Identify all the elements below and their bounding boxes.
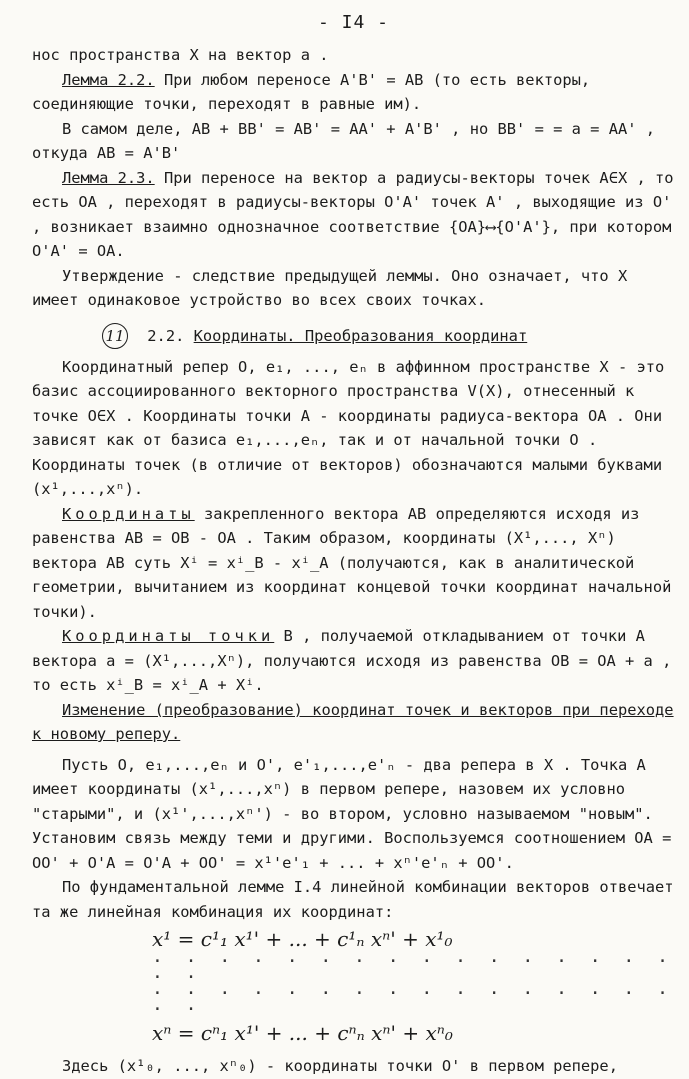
proof-paragraph: В самом деле, AB + BB' = AB' = AA' + A'B' , но BB' = = a = AA' , откуда AB = A'B' [32, 119, 656, 162]
let-paragraph: Пусть O, e₁,...,eₙ и O', e'₁,...,e'ₙ - два репера в X . Точка A имеет координаты (x¹,...,xⁿ) в первом репере, назовем их условно "старыми", и (x¹',...,xⁿ') - во втором, условно называемом "новым". Установим связь между теми и другими. Воспользуемся соотношением OA = OO' + O'A = O'A + OO' = x¹'e'₁ + ... + xⁿ'e'ₙ + OO'. [32, 755, 672, 872]
lemma-2-2-text: При любом переносе A'B' = AB (то есть векторы, соединяющие точки, переходят в равные им). [32, 70, 591, 113]
section-title: Координаты. Преобразования координат [193, 326, 528, 345]
lemma-2-2 [32, 68, 675, 117]
fixed-vector-text: закрепленного вектора AB определяются исходя из равенства AB = OB - OA . Таким образом, координаты (X¹,..., Xⁿ) вектора AB суть Xⁱ = xⁱ_B - xⁱ_A (получаются, как в аналитической геометрии, вычитанием из координат концевой точки координат начальной точки). [32, 504, 672, 621]
point-coords-paragraph [32, 624, 675, 698]
equation-last: xⁿ = cⁿ₁ x¹' + ... + cⁿₙ xⁿ' + xⁿ₀ [152, 1021, 453, 1045]
equation-dots: · · · · · · · · · · · · · · · · · · [152, 951, 674, 988]
change-heading: Изменение (преобразование) координат точек и векторов при переходе к новому реперу. [32, 700, 674, 743]
point-coords-text: B , получаемой откладыванием от точки A вектора a = (X¹,...,Xⁿ), получаются исходя из равенства OB = OA + a , то есть xⁱ_B = xⁱ_A + Xⁱ. [32, 627, 672, 694]
section-circle-number: 11 [102, 323, 128, 349]
lemma-2-2-heading: Лемма 2.2. [62, 70, 155, 89]
paragraph-continuation: нос пространства X на вектор a . [32, 46, 329, 64]
statement-paragraph: Утверждение - следствие предыдущей леммы. Оно означает, что X имеет одинаковое устройство во всех своих точках. [32, 266, 628, 309]
equation-first: x¹ = c¹₁ x¹' + ... + c¹ₙ xⁿ' + x¹₀ [152, 927, 453, 951]
equation-dots-2: · · · · · · · · · · · · · · · · · · [152, 983, 674, 1020]
section-heading [102, 323, 675, 349]
frame-paragraph: Координатный репер O, e₁, ..., eₙ в аффинном пространстве X - это базис ассоциированного векторного пространства V(X), отнесенный к точке O∈X . Координаты точки A - координаты радиуса-вектора OA . Они зависят как от базиса e₁,...,eₙ, так и от начальной точки O . Координаты точек (в отличие от векторов) обозначаются малыми буквами (x¹,...,xⁿ). [32, 357, 665, 498]
page-number: - I4 - [317, 12, 390, 33]
section-number: 2.2. [147, 326, 185, 345]
change-heading-paragraph [32, 698, 675, 747]
point-coords-heading: Координаты точки [62, 627, 275, 645]
lemma-2-3-heading: Лемма 2.3. [62, 168, 155, 187]
fundamental-paragraph: По фундаментальной лемме I.4 линейной комбинации векторов отвечает та же линейная комбинация их координат: [32, 878, 674, 921]
lemma-2-3-text: При переносе на вектор a радиусы-векторы точек A∈X , то есть OA , переходят в радиусы-векторы O'A' точек A' , выходящие из O' , возникает взаимно однозначное соответствие {OA}⟷{O'A'}, при котором O'A' = OA. [32, 168, 674, 260]
lemma-2-3 [32, 166, 675, 264]
fixed-vector-paragraph [32, 502, 675, 625]
fixed-vector-heading: Координаты [62, 504, 195, 523]
here-paragraph: Здесь (x¹₀, ..., xⁿ₀) - координаты точки O' в первом репере, [62, 1057, 618, 1075]
